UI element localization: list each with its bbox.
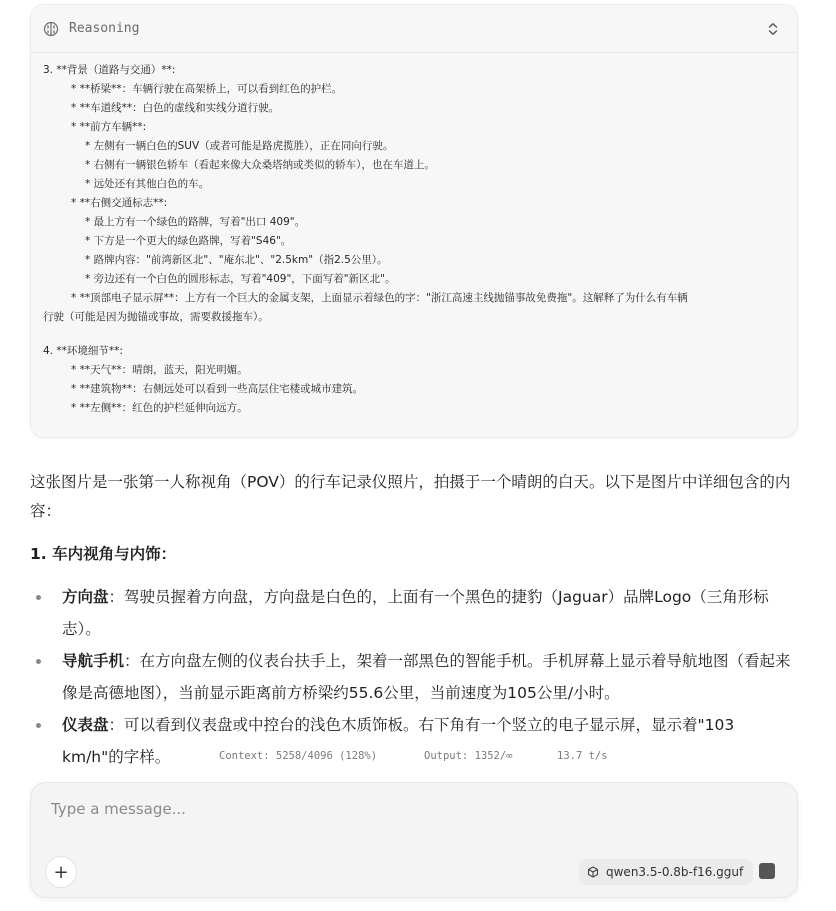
list-item bbox=[30, 581, 800, 645]
model-name: qwen3.5-0.8b-f16.gguf bbox=[606, 865, 744, 879]
bullet-label: 仪表盘 bbox=[62, 716, 109, 734]
reasoning-line: * **前方车辆**: bbox=[71, 121, 147, 133]
message-composer bbox=[30, 782, 798, 898]
section-heading: 1. 车内视角与内饰： bbox=[30, 545, 177, 563]
bullet-text: ：驾驶员握着方向盘，方向盘是白色的，上面有一个黑色的捷豹（Jaguar）品牌Logo（三角形标志）。 bbox=[62, 588, 769, 638]
reasoning-line: * **建筑物**：右侧远处可以看到一些高层住宅楼或城市建筑。 bbox=[71, 383, 364, 395]
message-input[interactable] bbox=[51, 795, 771, 823]
reasoning-line bbox=[43, 327, 783, 342]
brain-icon bbox=[43, 20, 61, 38]
reasoning-line: * 左侧有一辆白色的SUV（或者可能是路虎揽胜），正在同向行驶。 bbox=[85, 140, 394, 152]
reasoning-title: Reasoning bbox=[69, 21, 140, 36]
answer-intro: 这张图片是一张第一人称视角（POV）的行车记录仪照片，拍摄于一个晴朗的白天。以下是图片中详细包含的内容： bbox=[30, 473, 791, 520]
context-stat: Context: 5258/4096 (128%) bbox=[219, 750, 378, 762]
reasoning-line: 4. **环境细节**: bbox=[43, 345, 123, 357]
model-selector[interactable] bbox=[579, 859, 753, 885]
reasoning-content bbox=[31, 53, 797, 418]
list-item bbox=[30, 709, 800, 773]
reasoning-panel bbox=[30, 4, 798, 438]
reasoning-line: * **左侧**：红色的护栏延伸向远方。 bbox=[71, 402, 248, 414]
cube-icon bbox=[587, 866, 599, 878]
reasoning-line: 3. **背景（道路与交通）**: bbox=[43, 64, 176, 76]
add-attachment-button[interactable] bbox=[45, 856, 77, 888]
reasoning-line: * **天气**：晴朗，蓝天，阳光明媚。 bbox=[71, 364, 248, 376]
bullet-label: 方向盘 bbox=[62, 588, 109, 606]
output-stat: Output: 1352/∞ bbox=[424, 750, 513, 762]
reasoning-line: * 右侧有一辆银色轿车（看起来像大众桑塔纳或类似的轿车），也在车道上。 bbox=[85, 159, 435, 171]
bullet-text: ：在方向盘左侧的仪表台扶手上，架着一部黑色的智能手机。手机屏幕上显示着导航地图（看起来像是高德地图），当前显示距离前方桥梁约55.6公里，当前速度为105公里/小时。 bbox=[62, 652, 791, 702]
bullet-dot bbox=[36, 595, 41, 600]
plus-icon: + bbox=[53, 861, 69, 883]
reasoning-line: * 下方是一个更大的绿色路牌，写着"S46"。 bbox=[85, 235, 292, 247]
list-item bbox=[30, 645, 800, 709]
generation-stats bbox=[219, 750, 608, 762]
stop-button[interactable] bbox=[759, 863, 775, 879]
reasoning-line: * 最上方有一个绿色的路牌，写着"出口 409"。 bbox=[85, 216, 306, 228]
assistant-answer bbox=[30, 468, 800, 773]
reasoning-line: 行驶（可能是因为抛锚或事故，需要救援拖车）。 bbox=[43, 311, 269, 323]
reasoning-line: * **桥梁**：车辆行驶在高架桥上，可以看到红色的护栏。 bbox=[71, 83, 343, 95]
reasoning-line: * 旁边还有一个白色的圆形标志，写着"409"，下面写着"新区北"。 bbox=[85, 273, 396, 285]
reasoning-line: * **右侧交通标志**: bbox=[71, 197, 168, 209]
reasoning-line: * **顶部电子显示屏**：上方有一个巨大的金属支架，上面显示着绿色的字："浙江高速主线抛锚事故免费拖"。这解释了为什么有车辆 bbox=[71, 292, 688, 304]
reasoning-toggle[interactable] bbox=[31, 5, 797, 53]
bullet-dot bbox=[36, 723, 41, 728]
bullet-text: ：可以看到仪表盘或中控台的浅色木质饰板。右下角有一个竖立的电子显示屏，显示着"103 km/h"的字样。 bbox=[62, 716, 735, 766]
reasoning-line: * **车道线**：白色的虚线和实线分道行驶。 bbox=[71, 102, 280, 114]
reasoning-line: * 路牌内容："前湾新区北"、"庵东北"、"2.5km"（指2.5公里）。 bbox=[85, 254, 388, 266]
speed-stat: 13.7 t/s bbox=[557, 750, 608, 762]
bullet-label: 导航手机 bbox=[62, 652, 125, 670]
bullet-list bbox=[30, 581, 800, 773]
chevron-up-down-icon[interactable] bbox=[767, 22, 781, 36]
bullet-dot bbox=[36, 659, 41, 664]
reasoning-line: * 远处还有其他白色的车。 bbox=[85, 178, 210, 190]
